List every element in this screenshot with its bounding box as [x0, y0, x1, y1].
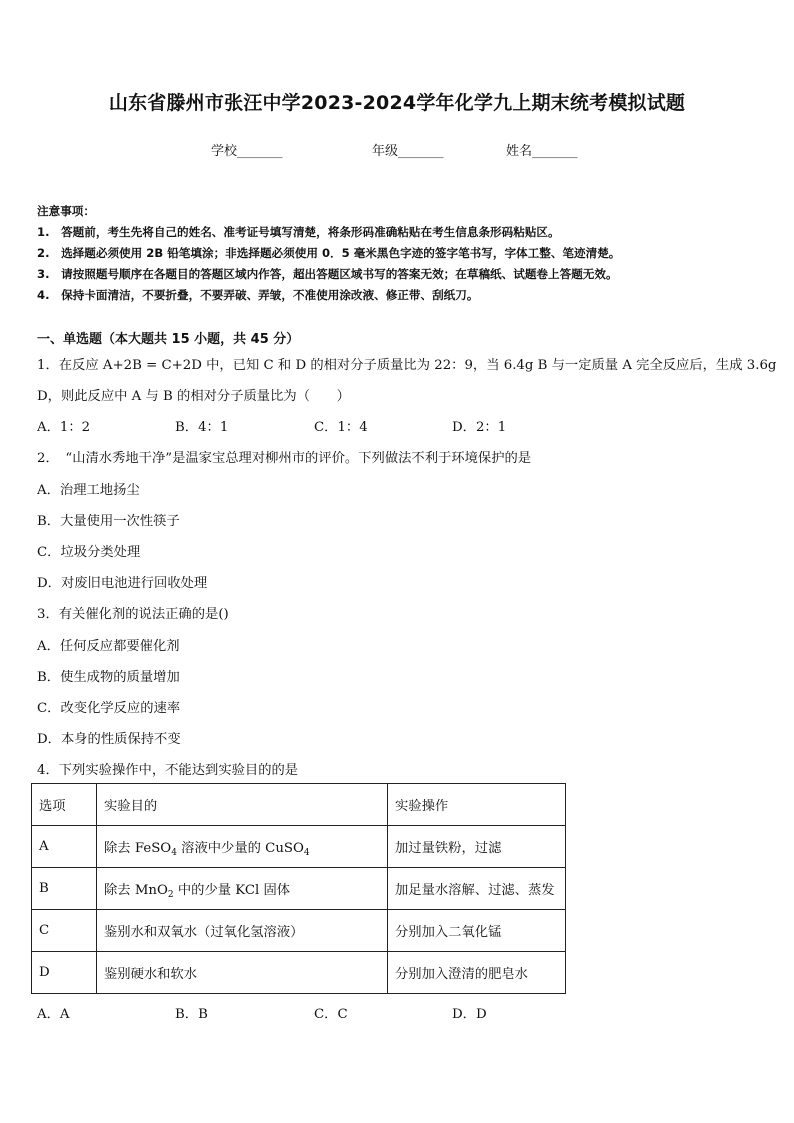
header-cell: 选项	[32, 784, 97, 826]
table-cell: 加过量铁粉，过滤	[388, 826, 566, 868]
notice-item: 3. 请按照题号顺序在各题目的答题区域内作答，超出答题区域书写的答案无效；在草稿纸、试题卷上答题无效。	[37, 267, 618, 281]
table-cell: 除去 MnO$_2$ 中的少量 KCl 固体	[97, 868, 388, 910]
q4-stem: 4．下列实验操作中，不能达到实验目的的是	[37, 763, 299, 778]
table-cell: A	[32, 826, 97, 868]
table-cell: C	[32, 910, 97, 952]
table-cell: 加足量水溶解、过滤、蒸发	[388, 868, 566, 910]
grade-field: 年级_______	[372, 144, 444, 159]
q3-option-a: A．任何反应都要催化剂	[37, 639, 180, 654]
q4-option-a: A．A	[37, 1007, 70, 1022]
q2-option-a: A．治理工地扬尘	[37, 483, 140, 498]
header-cell: 实验操作	[388, 784, 566, 826]
notice-heading: 注意事项：	[37, 204, 95, 218]
table-row	[32, 826, 566, 868]
school-field: 学校_______	[211, 144, 283, 159]
table-row	[32, 868, 566, 910]
q1-stem-line1: 1．在反应 A+2B = C+2D 中，已知 C 和 D 的相对分子质量比为 22：9，当 6.4g B 与一定质量 A 完全反应后，生成 3.6g	[37, 358, 777, 373]
q1-option-c: C．1：4	[314, 420, 368, 435]
q2-option-c: C．垃圾分类处理	[37, 545, 141, 560]
q3-option-d: D．本身的性质保持不变	[37, 732, 181, 747]
table-cell: 分别加入二氧化锰	[388, 910, 566, 952]
notice-item: 2. 选择题必须使用 2B 铅笔填涂；非选择题必须使用 0．5 毫米黑色字迹的签字笔书写，字体工整、笔迹清楚。	[37, 246, 621, 260]
q2-option-b: B．大量使用一次性筷子	[37, 514, 180, 529]
q3-option-b: B．使生成物的质量增加	[37, 670, 180, 685]
table-header-row	[32, 784, 566, 826]
exam-title: 山东省滕州市张汪中学2023-2024学年化学九上期末统考模拟试题	[108, 92, 686, 114]
table-cell: 分别加入澄清的肥皂水	[388, 952, 566, 994]
q2-stem: 2． “山清水秀地干净”是温家宝总理对柳州市的评价。下列做法不利于环境保护的是	[37, 451, 532, 466]
notice-item: 4. 保持卡面清洁，不要折叠，不要弄破、弄皱，不准使用涂改液、修正带、刮纸刀。	[37, 288, 479, 302]
q3-option-c: C．改变化学反应的速率	[37, 701, 181, 716]
q1-option-a: A．1：2	[37, 420, 91, 435]
table-cell: B	[32, 868, 97, 910]
notice-item: 1. 答题前，考生先将自己的姓名、准考证号填写清楚，将条形码准确粘贴在考生信息条形码粘贴区。	[37, 225, 560, 239]
table-cell: D	[32, 952, 97, 994]
q1-option-d: D．2：1	[452, 420, 507, 435]
q4-option-d: D．D	[452, 1007, 487, 1022]
table-cell: 鉴别硬水和软水	[97, 952, 388, 994]
q2-option-d: D．对废旧电池进行回收处理	[37, 576, 208, 591]
q4-table	[31, 783, 566, 994]
table-row	[32, 910, 566, 952]
table-cell: 鉴别水和双氧水（过氧化氢溶液）	[97, 910, 388, 952]
table-cell: 除去 FeSO$_4$ 溶液中少量的 CuSO$_4$	[97, 826, 388, 868]
table-row	[32, 952, 566, 994]
q4-option-b: B．B	[175, 1007, 208, 1022]
q4-option-c: C．C	[314, 1007, 348, 1022]
q3-stem: 3．有关催化剂的说法正确的是()	[37, 607, 229, 622]
section-heading: 一、单选题（本大题共 15 小题，共 45 分）	[37, 332, 300, 347]
header-cell: 实验目的	[97, 784, 388, 826]
q1-stem-line2: D，则此反应中 A 与 B 的相对分子质量比为（ ）	[37, 389, 350, 404]
q1-option-b: B．4：1	[175, 420, 229, 435]
name-field: 姓名_______	[506, 144, 578, 159]
